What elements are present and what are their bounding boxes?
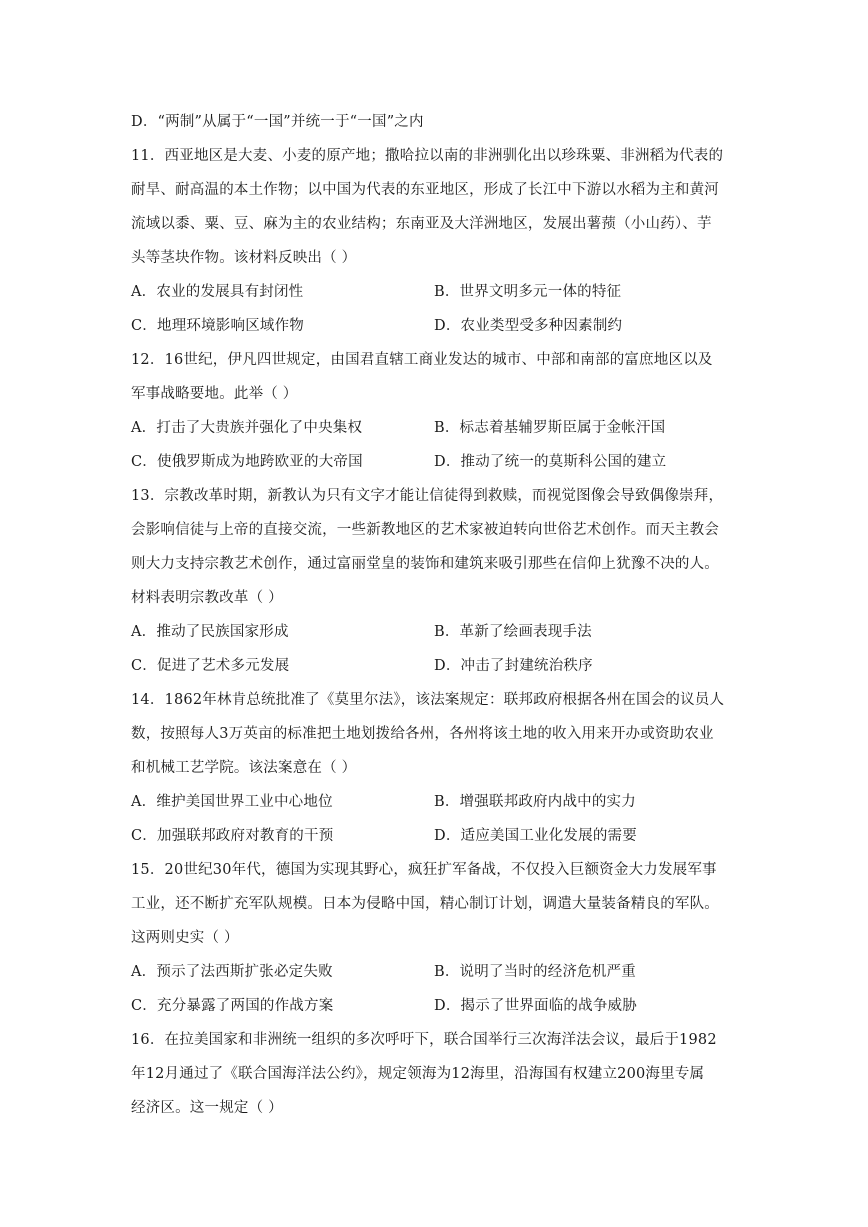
q15-option-c: C．充分暴露了两国的作战方案 <box>131 998 334 1014</box>
q12-option-d: D．推动了统一的莫斯科公国的建立 <box>434 454 667 470</box>
q13-stem-line-3: 则大力支持宗教艺术创作，通过富丽堂皇的装饰和建筑来吸引那些在信仰上犹豫不决的人。 <box>131 556 719 572</box>
q13-option-c: C．促进了艺术多元发展 <box>131 658 290 674</box>
prev-option-d: D．“两制”从属于“一国”并统一于“一国”之内 <box>131 114 424 130</box>
q11-option-c: C．地理环境影响区域作物 <box>131 318 304 334</box>
q15-stem-line-2: 工业，还不断扩充军队规模。日本为侵略中国，精心制订计划，调遣大量装备精良的军队。 <box>131 896 719 912</box>
q13-option-a: A．推动了民族国家形成 <box>131 624 289 640</box>
q14-option-a: A．维护美国世界工业中心地位 <box>131 794 333 810</box>
q13-stem-line-4: 材料表明宗教改革（ ） <box>131 590 283 606</box>
q11-stem-line-4: 头等茎块作物。该材料反映出（ ） <box>131 250 357 266</box>
q15-option-b: B．说明了当时的经济危机严重 <box>434 964 636 980</box>
q12-option-b: B．标志着基辅罗斯臣属于金帐汗国 <box>434 420 666 436</box>
q12-option-c: C．使俄罗斯成为地跨欧亚的大帝国 <box>131 454 363 470</box>
q14-stem-line-1: 14．1862年林肯总统批准了《莫里尔法》，该法案规定：联邦政府根据各州在国会的议员人 <box>131 692 725 708</box>
q12-stem-line-2: 军事战略要地。此举（ ） <box>131 386 298 402</box>
q11-option-a: A．农业的发展具有封闭性 <box>131 284 304 300</box>
q11-stem-line-3: 流域以黍、粟、豆、麻为主的农业结构；东南亚及大洋洲地区，发展出薯蓣（小山药）、芋 <box>131 216 712 232</box>
q14-option-b: B．增强联邦政府内战中的实力 <box>434 794 636 810</box>
q16-stem-line-1: 16．在拉美国家和非洲统一组织的多次呼吁下，联合国举行三次海洋法会议，最后于1982 <box>131 1032 717 1048</box>
q11-option-b: B．世界文明多元一体的特征 <box>434 284 622 300</box>
q15-option-a: A．预示了法西斯扩张必定失败 <box>131 964 333 980</box>
q15-stem-line-1: 15．20世纪30年代，德国为实现其野心，疯狂扩军备战，不仅投入巨额资金大力发展军事 <box>131 862 717 878</box>
q13-stem-line-2: 会影响信徒与上帝的直接交流，一些新教地区的艺术家被迫转向世俗艺术创作。而天主教会 <box>131 522 719 538</box>
q15-option-d: D．揭示了世界面临的战争威胁 <box>434 998 637 1014</box>
q13-stem-line-1: 13．宗教改革时期，新教认为只有文字才能让信徒得到救赎，而视觉图像会导致偶像崇拜， <box>131 488 724 504</box>
q11-stem-line-2: 耐旱、耐高温的本土作物；以中国为代表的东亚地区，形成了长江中下游以水稻为主和黄河 <box>131 182 719 198</box>
q11-stem-line-1: 11．西亚地区是大麦、小麦的原产地；撒哈拉以南的非洲驯化出以珍珠粟、非洲稻为代表的 <box>131 148 724 164</box>
q14-option-c: C．加强联邦政府对教育的干预 <box>131 828 334 844</box>
q14-stem-line-3: 和机械工艺学院。该法案意在（ ） <box>131 760 357 776</box>
q16-stem-line-2: 年12月通过了《联合国海洋法公约》，规定领海为12海里，沿海国有权建立200海里专属 <box>131 1066 705 1082</box>
q12-stem-line-1: 12．16世纪，伊凡四世规定，由国君直辖工商业发达的城市、中部和南部的富庶地区以及 <box>131 352 713 368</box>
q13-option-d: D．冲击了封建统治秩序 <box>434 658 593 674</box>
q14-option-d: D．适应美国工业化发展的需要 <box>434 828 637 844</box>
q14-stem-line-2: 数，按照每人3万英亩的标准把土地划拨给各州，各州将该土地的收入用来开办或资助农业 <box>131 726 714 742</box>
q16-stem-line-3: 经济区。这一规定（ ） <box>131 1100 283 1116</box>
q15-stem-line-3: 这两则史实（ ） <box>131 930 239 946</box>
q12-option-a: A．打击了大贵族并强化了中央集权 <box>131 420 363 436</box>
q13-option-b: B．革新了绘画表现手法 <box>434 624 592 640</box>
q11-option-d: D．农业类型受多种因素制约 <box>434 318 623 334</box>
